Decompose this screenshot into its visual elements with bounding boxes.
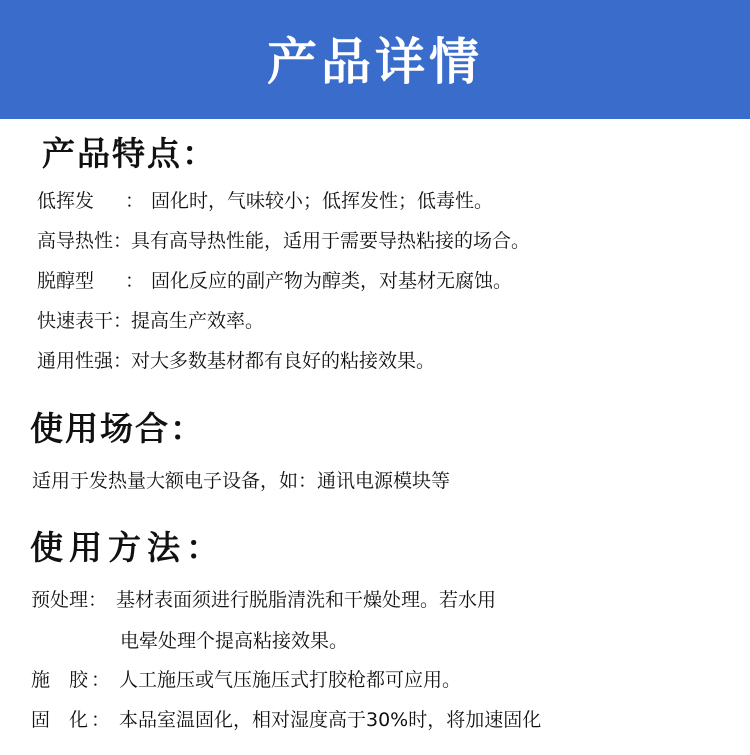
usage-heading: 使用场合：	[30, 409, 205, 448]
method-text: 本品室温固化，相对湿度高于30%时，将加速固化	[119, 709, 542, 731]
feature-text: 提高生产效率。	[131, 310, 265, 332]
method-separator: ：	[91, 669, 111, 691]
method-label: 固 化	[31, 709, 89, 731]
feature-separator: ：	[113, 230, 133, 252]
feature-item	[37, 189, 493, 213]
usage-text: 适用于发热量大额电子设备，如：通讯电源模块等	[32, 470, 451, 492]
feature-text: 具有高导热性能，适用于需要导热粘接的场合。	[131, 230, 531, 252]
method-text: 基材表面须进行脱脂清洗和干燥处理。若水用	[116, 589, 497, 611]
feature-separator: ：	[125, 270, 145, 292]
method-label: 施 胶	[31, 669, 89, 691]
features-heading: 产品特点：	[42, 134, 217, 173]
feature-item	[37, 349, 435, 373]
method-heading: 使用方法：	[30, 528, 225, 567]
feature-separator: ：	[125, 190, 145, 212]
method-item	[31, 668, 461, 692]
feature-text: 固化时，气味较小；低挥发性；低毒性。	[151, 190, 494, 212]
method-text: 人工施压或气压施压式打胶枪都可应用。	[119, 669, 462, 691]
method-label: 预处理	[31, 589, 89, 611]
feature-text: 固化反应的副产物为醇类，对基材无腐蚀。	[151, 270, 513, 292]
banner-title: 产品详情	[267, 32, 483, 91]
feature-label: 高导热性	[37, 230, 114, 252]
feature-separator: ：	[113, 310, 133, 332]
feature-label: 快速表干	[37, 310, 114, 332]
method-item	[31, 588, 496, 612]
feature-item	[37, 269, 512, 293]
method-item	[31, 708, 541, 732]
feature-label: 脱醇型	[37, 270, 95, 292]
title-banner	[0, 0, 750, 119]
feature-label: 低挥发	[37, 190, 95, 212]
feature-item	[37, 229, 530, 253]
feature-separator: ：	[113, 350, 133, 372]
method-text-continued: 电晕处理个提高粘接效果。	[120, 630, 349, 652]
method-separator: ：	[91, 709, 111, 731]
feature-text: 对大多数基材都有良好的粘接效果。	[131, 350, 436, 372]
method-separator: ：	[88, 589, 108, 611]
feature-label: 通用性强	[37, 350, 114, 372]
feature-item	[37, 309, 264, 333]
